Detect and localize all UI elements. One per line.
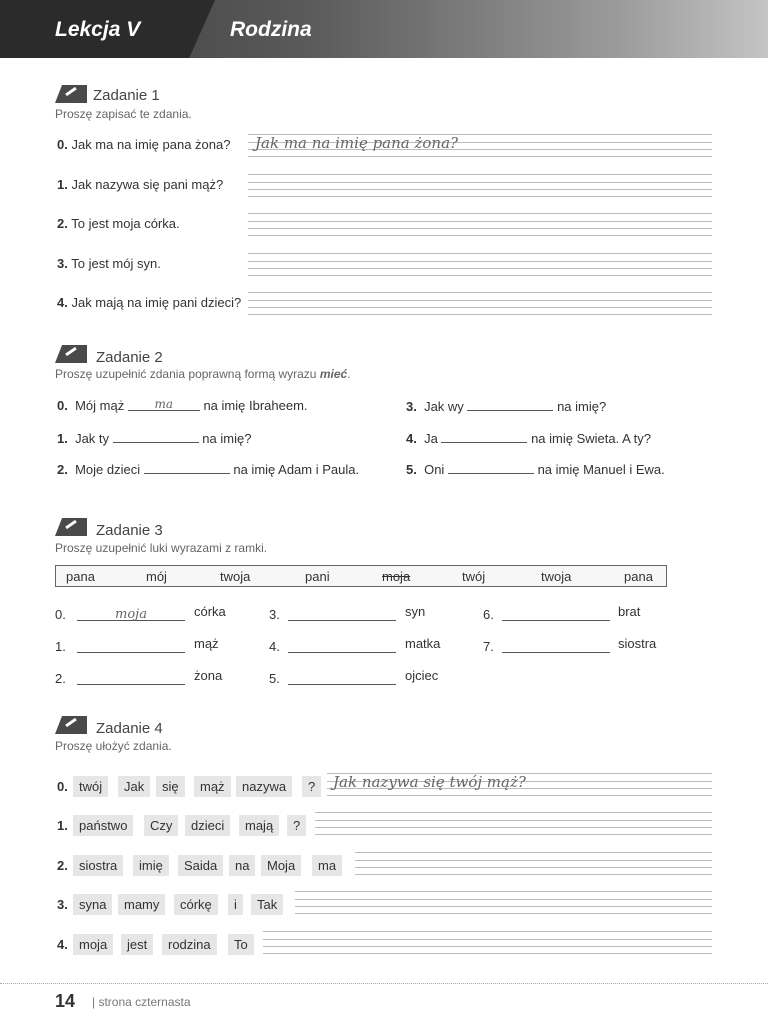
word-box-item: pana [624, 569, 653, 584]
word-box-item: twój [462, 569, 486, 584]
task3-blank-2[interactable] [77, 669, 185, 685]
task3-num-7: 7. [483, 639, 494, 654]
task3-blank-6[interactable] [502, 605, 610, 621]
task4-num-3: 3. [57, 897, 68, 912]
task3-word-2: żona [194, 668, 223, 683]
word-chip[interactable]: nazywa [236, 776, 292, 797]
page-header [0, 0, 768, 58]
task2-item-0: 0. Mój mąż ma na imię Ibraheem. [57, 397, 308, 413]
task4-answer-lines-2[interactable] [355, 852, 712, 870]
task3-word-6: brat [618, 604, 641, 619]
task2-item-4: 4. Ja na imię Swieta. A ty? [406, 431, 652, 446]
task1-answer-lines-3[interactable] [248, 253, 712, 271]
word-chip[interactable]: się [156, 776, 185, 797]
task1-answer-lines-4[interactable] [248, 292, 712, 310]
task4-num-0: 0. [57, 779, 68, 794]
task2-blank-4[interactable] [441, 430, 527, 443]
word-box-item-used: moja [382, 569, 411, 584]
word-box-item: pana [66, 569, 95, 584]
page-number-words: | strona czternasta [92, 995, 191, 1009]
pencil-icon [55, 85, 87, 103]
task2-instruction: Proszę uzupełnić zdania poprawną formą wyrazu mieć. [55, 367, 351, 381]
task1-answer-lines-2[interactable] [248, 213, 712, 231]
word-chip[interactable]: ma [312, 855, 342, 876]
word-chip[interactable]: dzieci [185, 815, 230, 836]
word-chip[interactable]: i [228, 894, 243, 915]
word-chip[interactable]: imię [133, 855, 169, 876]
task3-num-1: 1. [55, 639, 66, 654]
task4-answer-lines-1[interactable] [315, 812, 712, 830]
word-chip[interactable]: Czy [144, 815, 178, 836]
task3-word-7: siostra [618, 636, 657, 651]
task3-num-2: 2. [55, 671, 66, 686]
task3-blank-7[interactable] [502, 637, 610, 653]
task3-num-4: 4. [269, 639, 280, 654]
task4-sample-answer: Jak nazywa się twój mąż? [333, 773, 526, 791]
task3-num-0: 0. [55, 607, 66, 622]
task3-instruction: Proszę uzupełnić luki wyrazami z ramki. [55, 541, 268, 555]
task1-sample-answer: Jak ma na imię pana żona? [255, 134, 459, 152]
pencil-icon [55, 716, 87, 734]
task2-item-2: 2. Moje dzieci na imię Adam i Paula. [57, 462, 360, 477]
word-chip[interactable]: Tak [251, 894, 283, 915]
task3-word-0: córka [194, 604, 226, 619]
task1-answer-lines-1[interactable] [248, 174, 712, 192]
word-chip[interactable]: rodzina [162, 934, 217, 955]
task4-answer-lines-3[interactable] [295, 891, 712, 909]
task2-blank-1[interactable] [113, 430, 199, 443]
task1-instruction: Proszę zapisać te zdania. [55, 107, 192, 121]
task4-num-1: 1. [57, 818, 68, 833]
word-box-item: twoja [220, 569, 251, 584]
word-chip[interactable]: To [228, 934, 254, 955]
word-chip[interactable]: państwo [73, 815, 133, 836]
task2-blank-3[interactable] [467, 398, 553, 411]
word-chip[interactable]: jest [121, 934, 153, 955]
task2-title: Zadanie 2 [96, 349, 163, 366]
task1-item-3: 3. To jest mój syn. [57, 256, 161, 271]
word-box-item: twoja [541, 569, 572, 584]
task3-blank-0[interactable]: moja [77, 605, 185, 621]
task4-num-2: 2. [57, 858, 68, 873]
word-chip[interactable]: na [229, 855, 255, 876]
word-chip[interactable]: Moja [261, 855, 301, 876]
task3-word-3: syn [405, 604, 426, 619]
task2-item-1: 1. Jak ty na imię? [57, 431, 252, 446]
footer-divider [0, 983, 768, 984]
word-chip[interactable]: córkę [174, 894, 218, 915]
word-chip[interactable]: mąż [194, 776, 231, 797]
task3-num-5: 5. [269, 671, 280, 686]
word-box [55, 565, 667, 587]
task3-blank-5[interactable] [288, 669, 396, 685]
task4-answer-lines-4[interactable] [263, 931, 712, 949]
task3-num-3: 3. [269, 607, 280, 622]
task2-blank-2[interactable] [144, 461, 230, 474]
lesson-label: Lekcja V [55, 18, 141, 41]
task4-instruction: Proszę ułożyć zdania. [55, 739, 172, 753]
task3-word-1: mąż [194, 636, 219, 651]
task3-word-4: matka [405, 636, 441, 651]
word-chip[interactable]: ? [287, 815, 306, 836]
word-chip[interactable]: ? [302, 776, 321, 797]
word-chip[interactable]: Saida [178, 855, 223, 876]
word-chip[interactable]: syna [73, 894, 112, 915]
word-chip[interactable]: mają [239, 815, 279, 836]
task4-title: Zadanie 4 [96, 720, 163, 737]
task4-num-4: 4. [57, 937, 68, 952]
task3-word-5: ojciec [405, 668, 439, 683]
task1-item-0: 0. Jak ma na imię pana żona? [57, 137, 231, 152]
word-chip[interactable]: Jak [118, 776, 150, 797]
task3-title: Zadanie 3 [96, 522, 163, 539]
word-chip[interactable]: siostra [73, 855, 123, 876]
chapter-title: Rodzina [230, 18, 312, 41]
task3-blank-1[interactable] [77, 637, 185, 653]
task1-item-1: 1. Jak nazywa się pani mąż? [57, 177, 224, 192]
pencil-icon [55, 345, 87, 363]
task2-item-5: 5. Oni na imię Manuel i Ewa. [406, 462, 665, 477]
word-box-item: mój [146, 569, 167, 584]
task3-num-6: 6. [483, 607, 494, 622]
task1-title: Zadanie 1 [93, 87, 160, 104]
word-chip[interactable]: moja [73, 934, 113, 955]
task1-item-2: 2. To jest moja córka. [57, 216, 180, 231]
task2-blank-0[interactable]: ma [128, 398, 200, 411]
page-number: 14 [55, 991, 76, 1011]
word-box-item: pani [305, 569, 330, 584]
word-chip[interactable]: twój [73, 776, 108, 797]
word-chip[interactable]: mamy [118, 894, 165, 915]
pencil-icon [55, 518, 87, 536]
task3-blank-3[interactable] [288, 605, 396, 621]
task2-blank-5[interactable] [448, 461, 534, 474]
task1-item-4: 4. Jak mają na imię pani dzieci? [57, 295, 242, 310]
task3-blank-4[interactable] [288, 637, 396, 653]
task2-item-3: 3. Jak wy na imię? [406, 399, 607, 414]
